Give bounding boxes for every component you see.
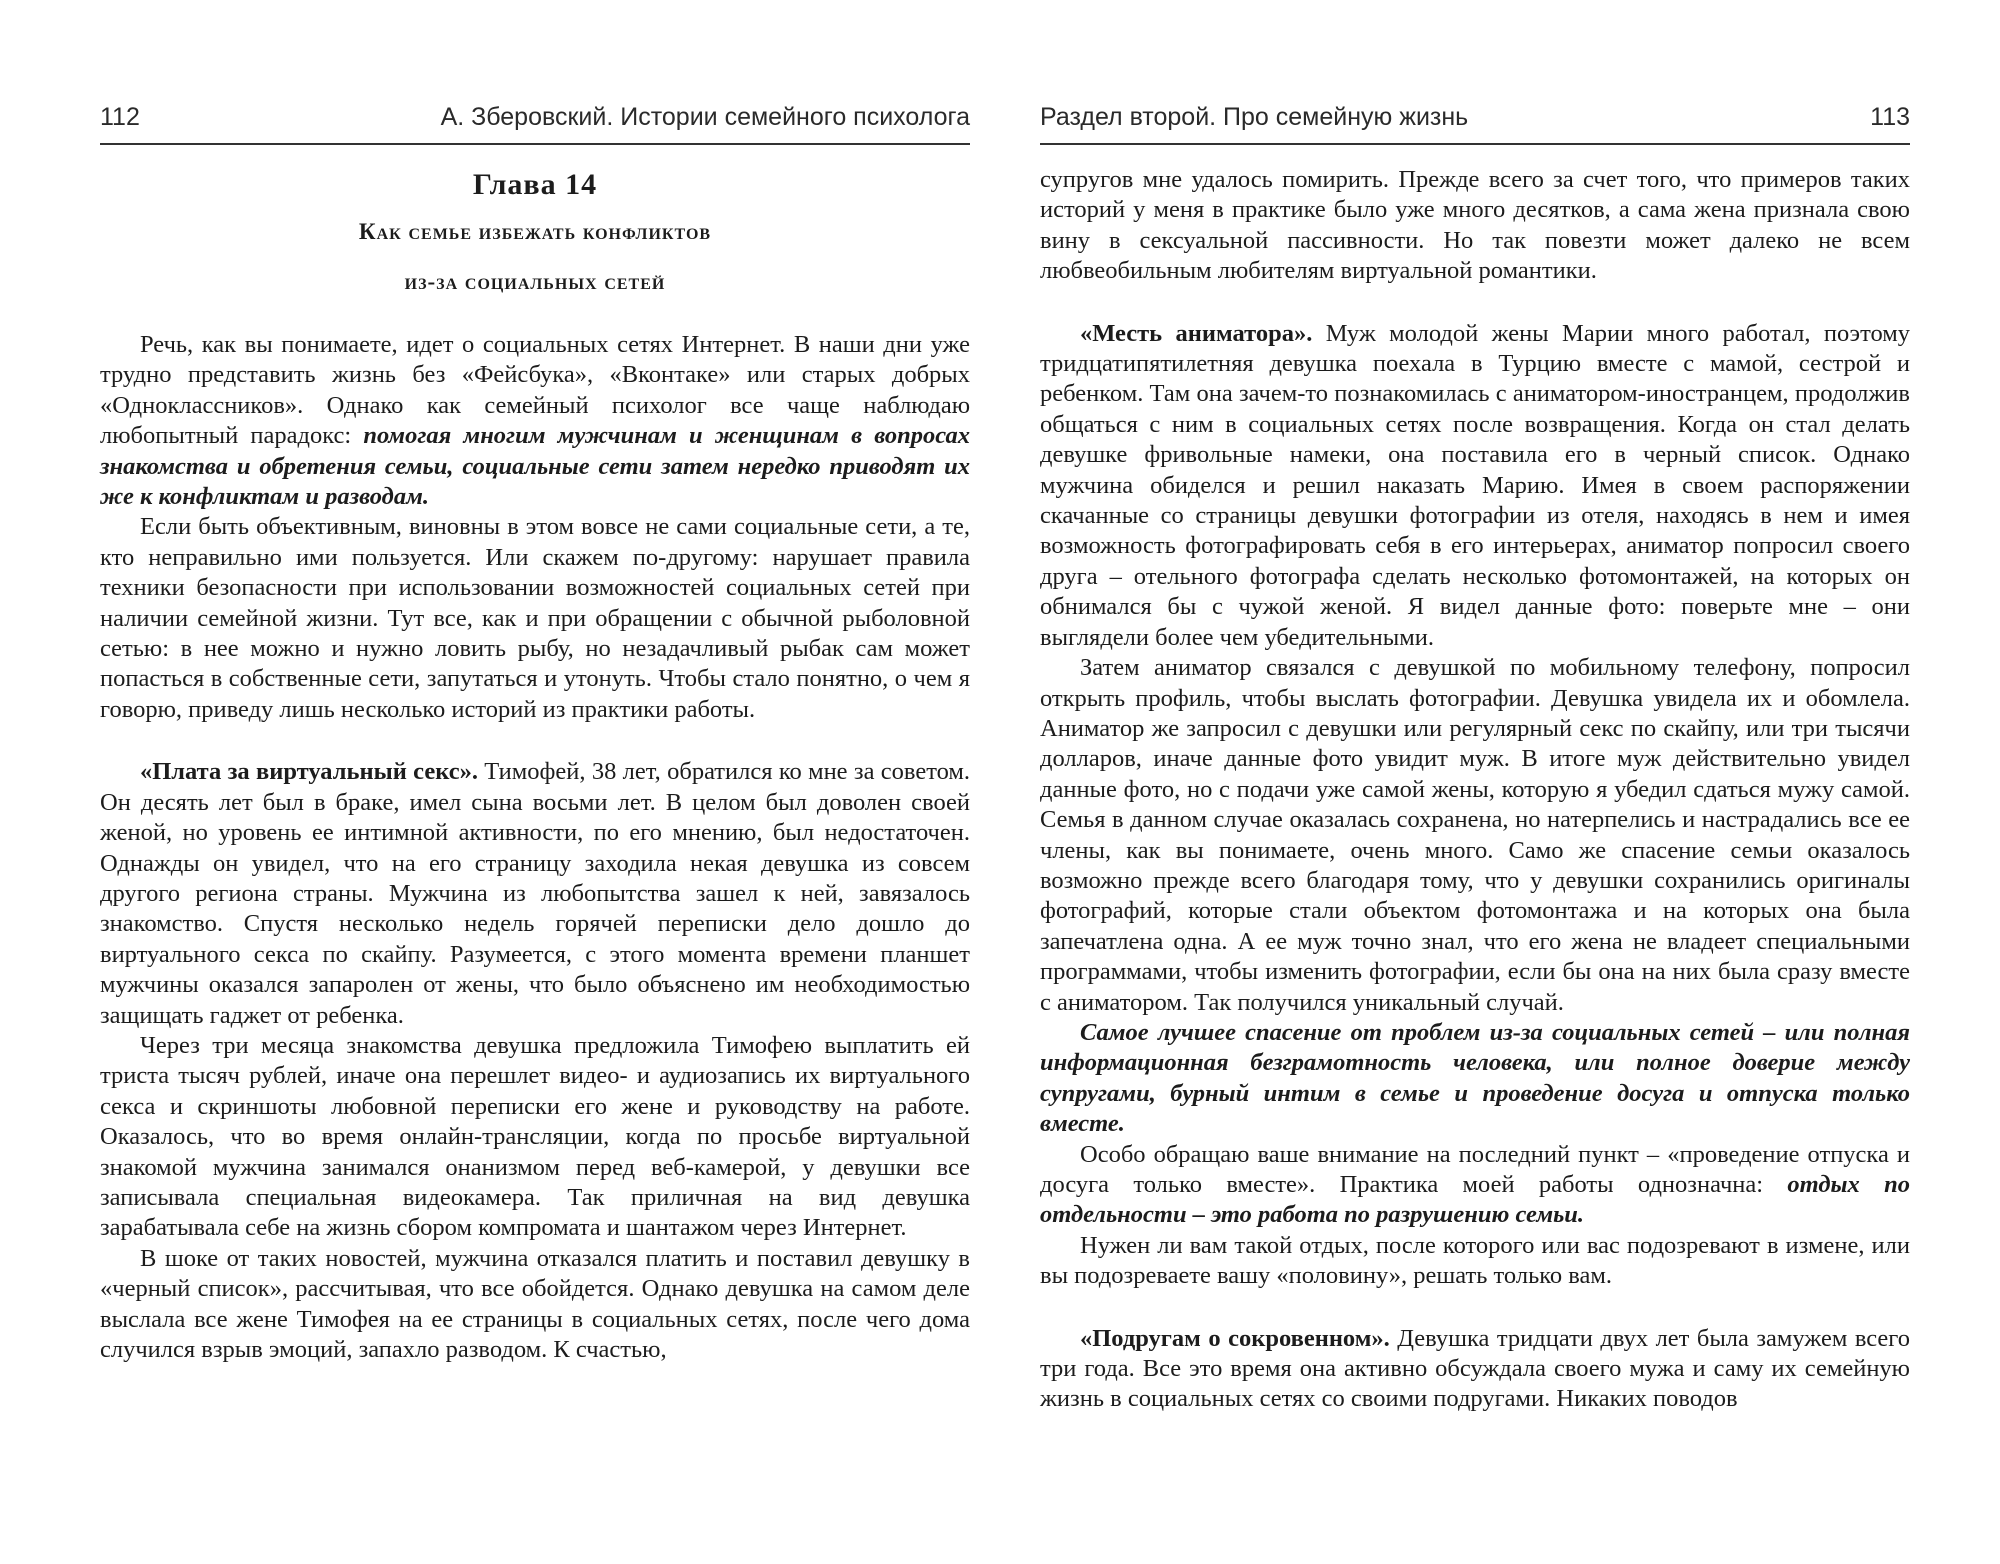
paragraph-text: Тимофей, 38 лет, обратился ко мне за советом. Он десять лет был в браке, имел сына восьми лет. В целом был доволен своей женой, но уровень ее интимной активности, по его мнению, был недостаточен. Однажды он увидел, что на его страницу заходила некая девушка из совсем другого региона страны. Мужчина из любопытства зашел к ней, завязалось знакомство. Спустя несколько недель горячей переписки дело дошло до виртуального секса по скайпу. Разумеется, с этого момента времени планшет мужчины оказался запаролен от жены, что было объяснено им необходимостью защищать гаджет от ребенка. [100,758,970,1029]
left-body-text [100,330,970,1365]
left-running-title: А. Зберовский. Истории семейного психолога [440,103,970,131]
paragraph: В шоке от таких новостей, мужчина отказался платить и поставил девушку в «черный список», рассчитывая, что все обойдется. Однако девушка на самом деле выслала все жене Тимофея на ее страницы в социальных сетях, после чего дома случился взрыв эмоций, запахло разводом. К счастью, [100,1244,970,1363]
paragraph: Если быть объективным, виновны в этом вовсе не сами социальные сети, а те, кто неправильно ими пользуется. Или скажем по-другому: нарушает правила техники безопасности при использовании возможностей социальных сетей при наличии семейной жизни. Тут все, как и при обращении с обычной рыболовной сетью: в нее можно и нужно ловить рыбу, но незадачливый рыбак сам может попасться в собственные сети, запутаться и утонуть. Чтобы стало понятно, о чем я говорю, приведу лишь несколько историй из практики работы. [100,513,970,723]
story-heading: «Подругам о сокровенном». [1080,1324,1390,1352]
paragraph [1040,1140,1910,1231]
story-heading: «Плата за виртуальный секс». [140,758,478,786]
paragraph: Нужен ли вам такой отдых, после которого или вас подозревают в измене, или вы подозреваете вашу «половину», решать только вам. [1040,1231,1910,1290]
chapter-heading [100,165,970,305]
paragraph-text: Речь, как вы понимаете, идет о социальных сетях Интернет. В наши дни уже трудно представить жизнь без «Фейсбука», «Вконтаке» или старых добрых «Одноклассников». Однако как семейный психолог все чаще наблюдаю любопытный парадокс: [100,331,970,450]
left-page-number: 112 [100,103,140,131]
story-heading: «Месть аниматора». [1080,319,1313,347]
paragraph: Через три месяца знакомства девушка предложила Тимофею выплатить ей триста тысяч рублей, иначе она перешлет видео- и аудиозапись их виртуального секса и скриншоты любовной переписки его жене и руководству на работе. Оказалось, что во время онлайн-трансляции, когда по просьбе виртуальной знакомой мужчина занимался онанизмом перед веб-камерой, у девушки все записывала специальная видеокамера. Так приличная на вид девушка зарабатывала себе на жизнь сбором компромата и шантажом через Интернет. [100,1031,970,1242]
paragraph: Затем аниматор связался с девушкой по мобильному телефону, попросил открыть профиль, чтобы выслать фотографии. Девушка увидела их и обомлела. Аниматор же запросил с девушки или регулярный секс по скайпу, или три тысячи долларов, иначе данные фото увидит муж. В итоге муж действительно увидел данные фото, но с подачи уже самой жены, которую я убедил сдаться мужу самой. Семья в данном случае оказалась сохранена, но натерпелись и настрадались все ее члены, как вы понимаете, очень много. Само же спасение семьи оказалось возможно прежде всего благодаря тому, что у девушки сохранились оригиналы фотографий, которые стали объектом фотомонтажа и на которых она была запечатлена одна. А ее муж точно знал, что его жена не владеет специальными программами, чтобы изменить фотографии, если бы она на них была сразу вместе с аниматором. Так получился уникальный случай. [1040,654,1910,1016]
paragraph [1040,1324,1910,1415]
emphasis-paragraph: Самое лучшее спасение от проблем из-за социальных сетей – или полная информационная безграмотность человека, или полное доверие между супругами, бурный интим в семье и проведение досуга и отпуска только вместе. [1040,1018,1910,1138]
left-running-head [100,103,970,145]
chapter-label: Глава 14 [472,168,598,201]
emphasis-text: отдых по отдельности – это работа по разрушению семьи. [1040,1171,1910,1229]
right-page [1040,0,1910,1564]
left-page [100,0,970,1564]
paragraph: супругов мне удалось помирить. Прежде всего за счет того, что примеров таких историй у меня в практике было уже много десятков, а сама жена признала свою вину в сексуальной пассивности. Но так повезти может далеко не всем любвеобильным любителям виртуальной романтики. [1040,166,1910,285]
paragraph [100,330,970,512]
paragraph [100,757,970,1031]
right-page-number: 113 [1870,103,1910,131]
paragraph-text: Девушка тридцати двух лет была замужем всего три года. Все это время она активно обсуждала своего мужа и саму их семейную жизнь в социальных сетях со своими подругами. Никаких поводов [1040,1324,1910,1413]
right-running-head [1040,103,1910,145]
emphasis-text: помогая многим мужчинам и женщинам в вопросах знакомства и обретения семьи, социальные сети затем нередко приводят их же к конфликтам и разводам. [100,422,970,511]
chapter-title-line-2: из-за социальных сетей [404,269,666,294]
right-body-text [1040,165,1910,1415]
chapter-title-line-1: Как семье избежать конфликтов [358,219,712,244]
right-running-title: Раздел второй. Про семейную жизнь [1040,103,1469,131]
paragraph-text: Особо обращаю ваше внимание на последний пункт – «проведение отпуска и досуга только вместе». Практика моей работы однозначна: [1040,1140,1910,1198]
paragraph [1040,319,1910,653]
paragraph-text: Муж молодой жены Марии много работал, поэтому тридцатипятилетняя девушка поехала в Турцию вместе с мамой, сестрой и ребенком. Там она зачем-то познакомилась с аниматором-иностранцем, продолжив общаться с ним в социальных сетях после возвращения. Когда он стал делать девушке фривольные намеки, она поставила его в черный список. Однако мужчина обиделся и решил наказать Марию. Имея в своем распоряжении скачанные со страницы девушки фотографии из отеля, находясь в нем и имея возможность фотографировать себя в его интерьерах, аниматор попросил своего друга – отельного фотографа сделать несколько фотомонтажей, на которых он обнимался бы с чужой женой. Я видел данные фото: поверьте мне – они выглядели более чем убедительными. [1040,319,1910,651]
